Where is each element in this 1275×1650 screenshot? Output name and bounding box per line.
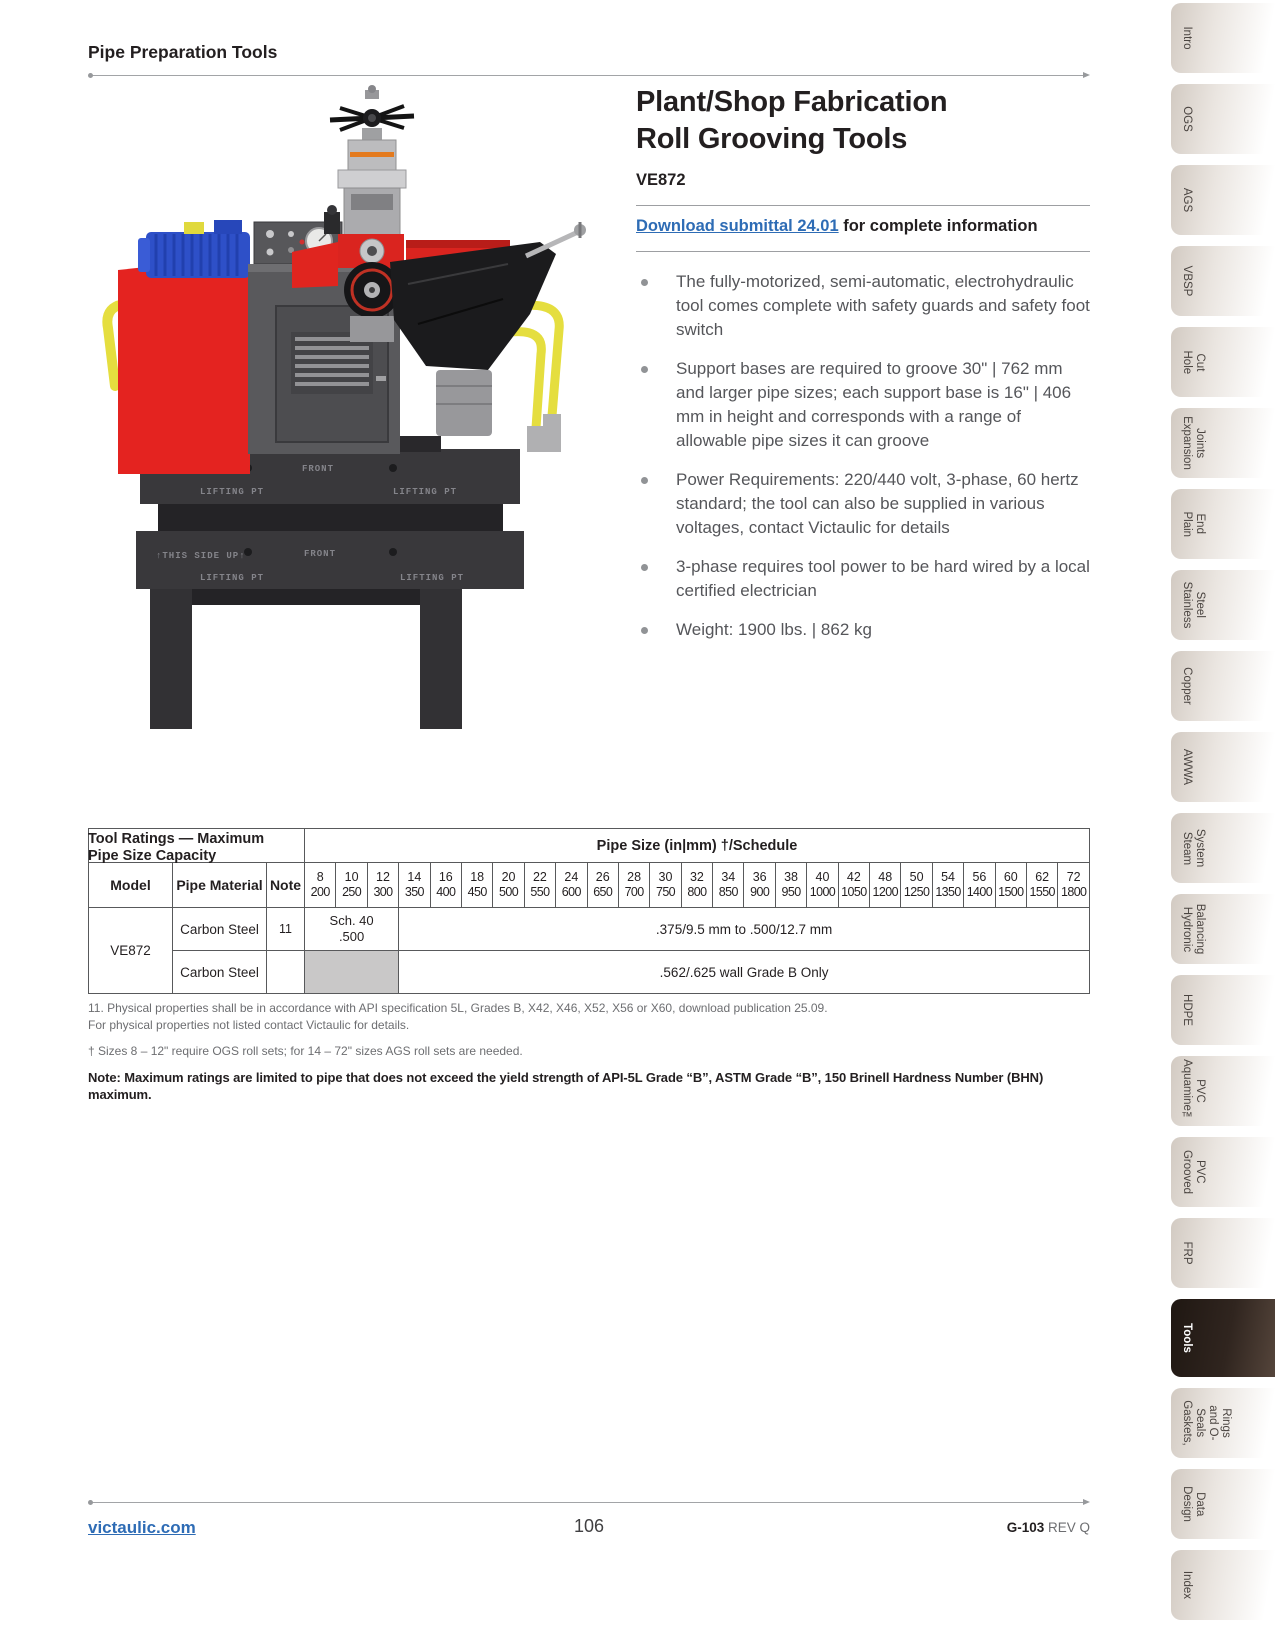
size-col-12: 12 300: [367, 863, 398, 908]
footnote-bold-note: Note: Maximum ratings are limited to pipe that does not exceed the yield strength of API-5L Grade “B”, ASTM Grade “B”, 150 Brinell Hardness Number (BHN) maximum.: [88, 1070, 1044, 1102]
sidebar-tab-design-data[interactable]: Design Data: [1171, 1469, 1275, 1539]
roll-grooving-machine-illustration: [88, 84, 588, 734]
range-cell: .562/.625 wall Grade B Only: [399, 951, 1090, 994]
tool-ratings-section: [88, 828, 1090, 994]
svg-text:LIFTING PT: LIFTING PT: [393, 487, 458, 497]
sidebar-tab-index[interactable]: Index: [1171, 1550, 1275, 1620]
download-suffix: for complete information: [838, 217, 1038, 235]
page-number: 106: [573, 1516, 605, 1536]
victaulic-site-link[interactable]: victaulic.com: [88, 1518, 196, 1537]
size-col-24: 24 600: [556, 863, 587, 908]
sidebar-tab-hdpe[interactable]: HDPE: [1171, 975, 1275, 1045]
sidebar-tab-stainless-steel[interactable]: Stainless Steel: [1171, 570, 1275, 640]
size-col-40: 40 1000: [807, 863, 838, 908]
material-cell: Carbon Steel: [173, 951, 267, 994]
size-col-10: 10 250: [336, 863, 367, 908]
size-col-8: 8 200: [305, 863, 336, 908]
svg-text:↑THIS SIDE UP↑: ↑THIS SIDE UP↑: [156, 551, 246, 561]
size-col-26: 26 650: [587, 863, 618, 908]
size-col-48: 48 1200: [870, 863, 901, 908]
sidebar-tab-awwa[interactable]: AWWA: [1171, 732, 1275, 802]
page-title: Pipe Preparation Tools: [88, 42, 278, 62]
svg-text:LIFTING PT: LIFTING PT: [400, 573, 465, 583]
schedule-cell: Sch. 40 .500: [305, 908, 399, 951]
size-col-14: 14 350: [399, 863, 430, 908]
svg-text:FRONT: FRONT: [303, 549, 337, 559]
size-col-54: 54 1350: [932, 863, 963, 908]
sidebar-tab-ogs[interactable]: OGS: [1171, 84, 1275, 154]
feature-item: Power Requirements: 220/440 volt, 3-phase, 60 hertz standard; the tool can also be supplied in various voltages, contact Victaulic for details: [636, 468, 1090, 540]
sidebar-tab-intro[interactable]: Intro: [1171, 3, 1275, 73]
sidebar-tab-ags[interactable]: AGS: [1171, 165, 1275, 235]
size-col-22: 22 550: [524, 863, 555, 908]
footer-divider: [92, 1502, 1086, 1503]
size-col-30: 30 750: [650, 863, 681, 908]
sidebar-tab-tools[interactable]: Tools: [1171, 1299, 1275, 1377]
divider: [636, 205, 1090, 206]
size-col-36: 36 900: [744, 863, 775, 908]
svg-text:FRONT: FRONT: [301, 464, 335, 474]
download-line: [636, 217, 1090, 236]
download-submittal-link[interactable]: Download submittal 24.01: [636, 217, 839, 235]
size-col-62: 62 1550: [1027, 863, 1058, 908]
sidebar-tab-vbsp[interactable]: VBSP: [1171, 246, 1275, 316]
sidebar-tab-steam-system[interactable]: Steam System: [1171, 813, 1275, 883]
sidebar-tab-hydronic-balancing[interactable]: Hydronic Balancing: [1171, 894, 1275, 964]
feature-item: The fully-motorized, semi-automatic, electrohydraulic tool comes complete with safety guards and safety foot switch: [636, 270, 1090, 342]
col-header-model: Model: [89, 863, 173, 908]
size-col-28: 28 700: [618, 863, 649, 908]
svg-text:LIFTING PT: LIFTING PT: [200, 487, 265, 497]
sidebar-tab-aquamine-pvc[interactable]: Aquamine™ PVC: [1171, 1056, 1275, 1126]
material-cell: Carbon Steel: [173, 908, 267, 951]
size-col-38: 38 950: [775, 863, 806, 908]
size-col-42: 42 1050: [838, 863, 869, 908]
size-col-72: 72 1800: [1058, 863, 1090, 908]
sidebar-tab-grooved-pvc[interactable]: Grooved PVC: [1171, 1137, 1275, 1207]
sidebar-tab-plain-end[interactable]: Plain End: [1171, 489, 1275, 559]
pipe-size-band-header: Pipe Size (in|mm) †/Schedule: [305, 829, 1090, 863]
product-info: [636, 84, 1090, 657]
col-header-note: Note: [267, 863, 305, 908]
divider: [636, 251, 1090, 252]
size-col-32: 32 800: [681, 863, 712, 908]
sidebar-tab-gaskets-seals-o-rings[interactable]: Gaskets, Seals and O-Rings: [1171, 1388, 1275, 1458]
product-photo: [88, 84, 588, 736]
footnote-dagger: † Sizes 8 – 12" require OGS roll sets; for 14 – 72" sizes AGS roll sets are needed.: [88, 1044, 523, 1058]
size-col-50: 50 1250: [901, 863, 932, 908]
size-col-18: 18 450: [461, 863, 492, 908]
sidebar-tab-expansion-joints[interactable]: Expansion Joints: [1171, 408, 1275, 478]
feature-item: Weight: 1900 lbs. | 862 kg: [636, 618, 1090, 642]
model-cell: VE872: [89, 908, 173, 994]
sidebar-tab-frp[interactable]: FRP: [1171, 1218, 1275, 1288]
feature-list: [636, 270, 1090, 642]
note-cell: 11: [267, 908, 305, 951]
size-col-16: 16 400: [430, 863, 461, 908]
size-col-60: 60 1500: [995, 863, 1026, 908]
product-title: Plant/Shop Fabrication Roll Grooving Tools: [636, 86, 948, 155]
footnotes: [88, 1000, 1092, 1112]
size-col-20: 20 500: [493, 863, 524, 908]
table-caption: Tool Ratings — Maximum Pipe Size Capacity: [88, 831, 265, 864]
feature-item: Support bases are required to groove 30" | 762 mm and larger pipe sizes; each support base is 16" | 406 mm in height and corresponds with a range of allowable pipe sizes it can groove: [636, 357, 1090, 453]
schedule-cell-shaded: [305, 951, 399, 994]
range-cell: .375/9.5 mm to .500/12.7 mm: [399, 908, 1090, 951]
size-col-56: 56 1400: [964, 863, 995, 908]
sidebar-tab-copper[interactable]: Copper: [1171, 651, 1275, 721]
section-tab-sidebar: [1171, 0, 1275, 1650]
col-header-pipe-material: Pipe Material: [173, 863, 267, 908]
header-divider: [92, 75, 1086, 76]
size-col-34: 34 850: [713, 863, 744, 908]
sidebar-tab-hole-cut[interactable]: Hole Cut: [1171, 327, 1275, 397]
svg-text:LIFTING PT: LIFTING PT: [200, 573, 265, 583]
model-number: VE872: [636, 171, 686, 189]
note-cell: [267, 951, 305, 994]
feature-item: 3-phase requires tool power to be hard wired by a local certified electrician: [636, 555, 1090, 603]
footnote-11: 11. Physical properties shall be in accordance with API specification 5L, Grades B, X42, X46, X52, X56 or X60, download publication 25.09. For physical properties not listed contact Victaulic for details.: [88, 1001, 828, 1032]
doc-reference: G-103 REV Q: [1006, 1520, 1090, 1535]
